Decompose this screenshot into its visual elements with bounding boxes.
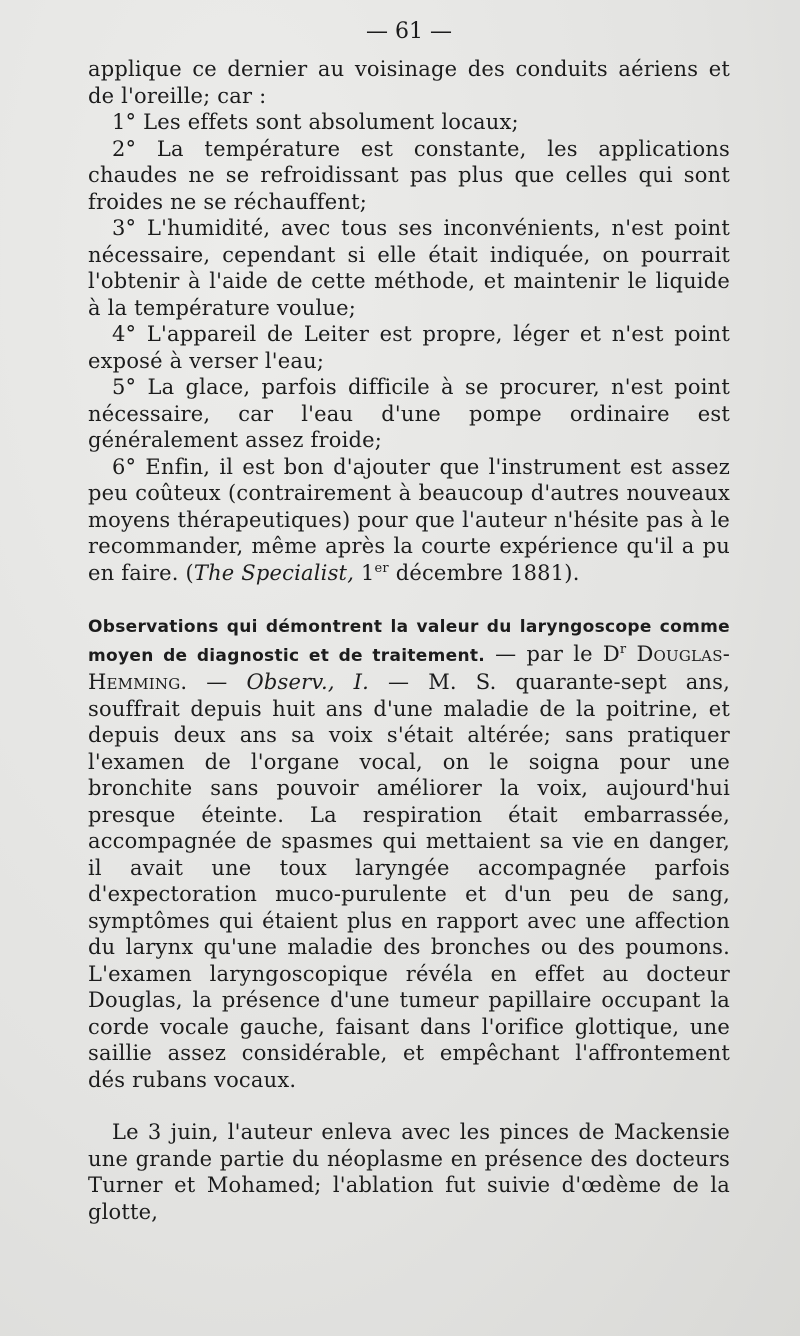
page-number: — 61 — <box>366 19 452 44</box>
list-item-5: 5° La glace, parfois difficile à se procurer, n'est point nécessaire, car l'eau d'une pompe ordinaire est généralement assez froide; <box>88 375 730 452</box>
author-name: Douglas-Hemming. <box>88 641 730 694</box>
paragraph-june: Le 3 juin, l'auteur enleva avec les pinces de Mackensie une grande partie du néoplasme en présence des docteurs Turner et Mohamed; l'ablation fut suivie d'œdème de la glotte, <box>88 1120 730 1224</box>
observation-paragraph <box>88 612 730 1093</box>
citation-date: décembre 1881). <box>388 560 580 585</box>
section-by: — par le D <box>485 641 620 666</box>
list-item-3: 3° L'humidité, avec tous ses inconvénients, n'est point nécessaire, cependant si elle était indiquée, on pourrait l'obtenir à l'aide de cette méthode, et maintenir le liquide à la température voulue; <box>88 216 730 320</box>
section-heading: Observations qui démontrent la valeur du laryngoscope comme moyen de diagnostic et de traitement. <box>88 617 730 666</box>
doctor-sup: r <box>619 641 627 657</box>
paragraph-continuation: applique ce dernier au voisinage des conduits aériens et de l'oreille; car : <box>88 57 730 108</box>
list-item-1: 1° Les effets sont absolument locaux; <box>112 110 519 134</box>
observation-text: — M. S. quarante-sept ans, souffrait depuis huit ans d'une maladie de la poitrine, et depuis deux ans sa voix s'était altérée; sans pratiquer l'examen de l'organe vocal, on le soigna pour une bronchite sans pouvoir améliorer la voix, aujourd'hui presque éteinte. La respiration était embarrassée, accompagnée de spasmes qui mettaient sa vie en danger, il avait une toux laryngée accompagnée parfois d'expectoration muco-purulente et d'un peu de sang, symptômes qui étaient plus en rapport avec une affection du larynx qu'une maladie des bronches ou des poumons. L'examen laryngoscopique révéla en effet au docteur Douglas, la présence d'une tumeur papillaire occupant la corde vocale gauche, faisant dans l'orifice glottique, une saillie assez considérable, et empêchant l'affrontement dés rubans vocaux. <box>88 670 730 1092</box>
citation-day: 1 <box>354 560 375 585</box>
observation-label: Observ., I. <box>246 670 370 694</box>
list-item-6 <box>88 454 730 587</box>
list-item-4: 4° L'appareil de Leiter est propre, léger et n'est point exposé à verser l'eau; <box>88 322 730 373</box>
dash: — <box>187 670 247 694</box>
journal-title: The Specialist, <box>193 560 355 585</box>
list-item-2: 2° La température est constante, les applications chaudes ne se refroidissant pas plus que celles qui sont froides ne se réchauffent; <box>88 136 730 214</box>
list-item-6-text: 6° Enfin, il est bon d'ajouter que l'instrument est assez peu coûteux (contrairement à beaucoup d'autres nouveaux moyens thérapeutiques) pour que l'auteur n'hésite pas à le recommander, même après la courte expérience qu'il a pu en faire. ( <box>88 454 730 585</box>
citation-day-sup: er <box>374 560 389 576</box>
